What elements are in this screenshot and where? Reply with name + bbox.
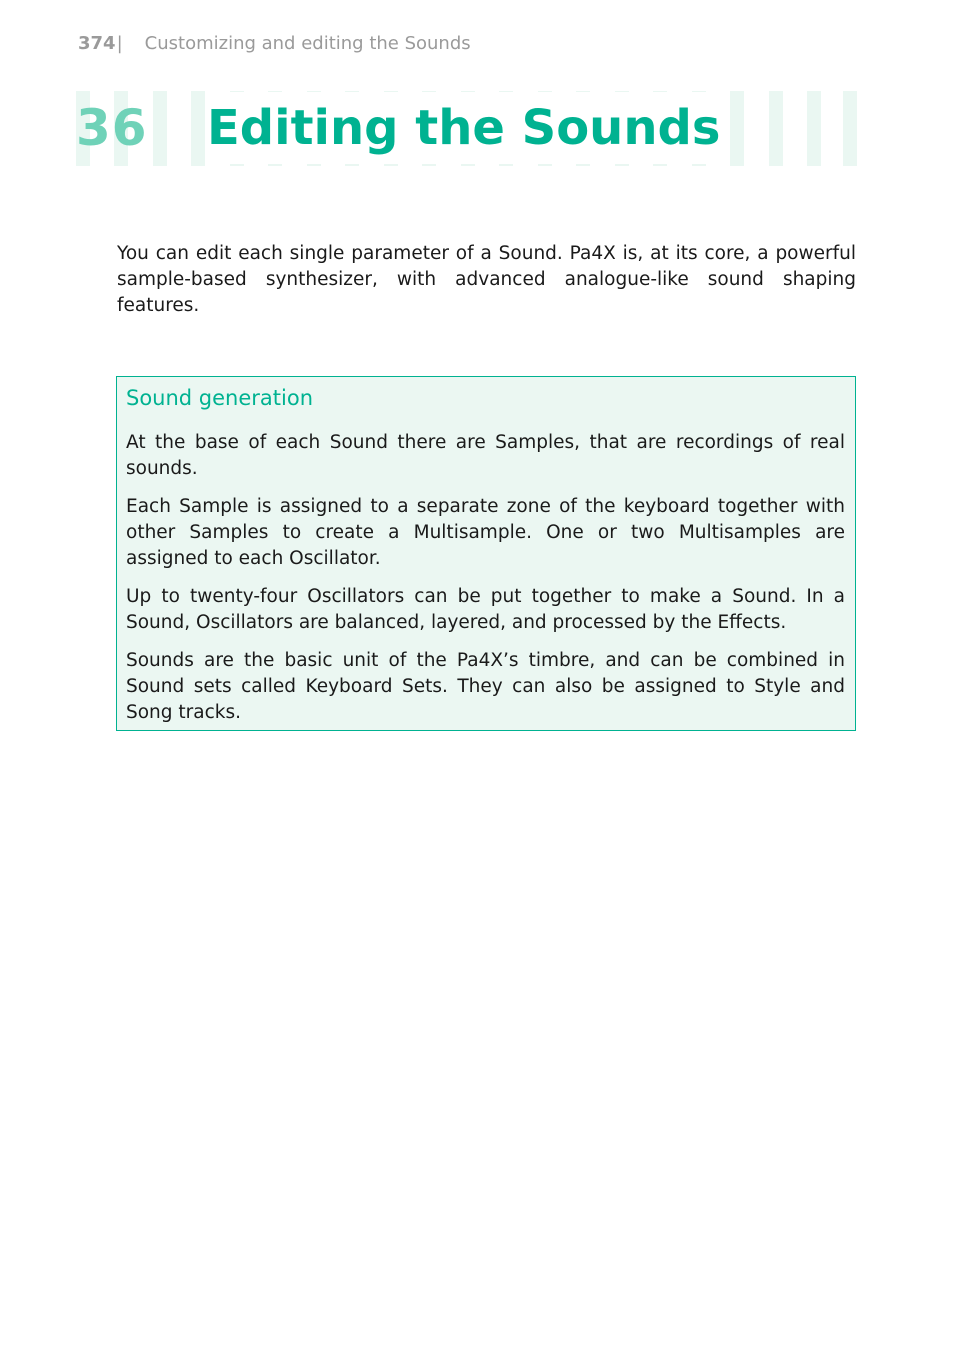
box-paragraph: Up to twenty-four Oscillators can be put together to make a Sound. In a Sound, Oscillators are balanced, layered, and processed by the Effects. <box>126 586 845 633</box>
header-separator: | <box>116 33 123 54</box>
running-header <box>78 33 471 54</box>
sound-generation-box <box>116 376 856 731</box>
page-number: 374 <box>78 33 116 54</box>
box-paragraph: Each Sample is assigned to a separate zone of the keyboard together with other Samples to create a Multisample. One or two Multisamples are assigned to each Oscillator. <box>126 496 845 569</box>
intro-paragraph: You can edit each single parameter of a Sound. Pa4X is, at its core, a powerful sample-based synthesizer, with advanced analogue-like sound shaping features. <box>117 243 856 316</box>
box-paragraph: At the base of each Sound there are Samples, that are recordings of real sounds. <box>126 432 845 479</box>
box-paragraph: Sounds are the basic unit of the Pa4X’s timbre, and can be combined in Sound sets called Keyboard Sets. They can also be assigned to Style and Song tracks. <box>126 650 845 723</box>
chapter-number: 36 <box>76 99 148 157</box>
box-title: Sound generation <box>126 386 314 410</box>
section-title: Customizing and editing the Sounds <box>144 33 471 54</box>
chapter-title: Editing the Sounds <box>207 92 728 164</box>
